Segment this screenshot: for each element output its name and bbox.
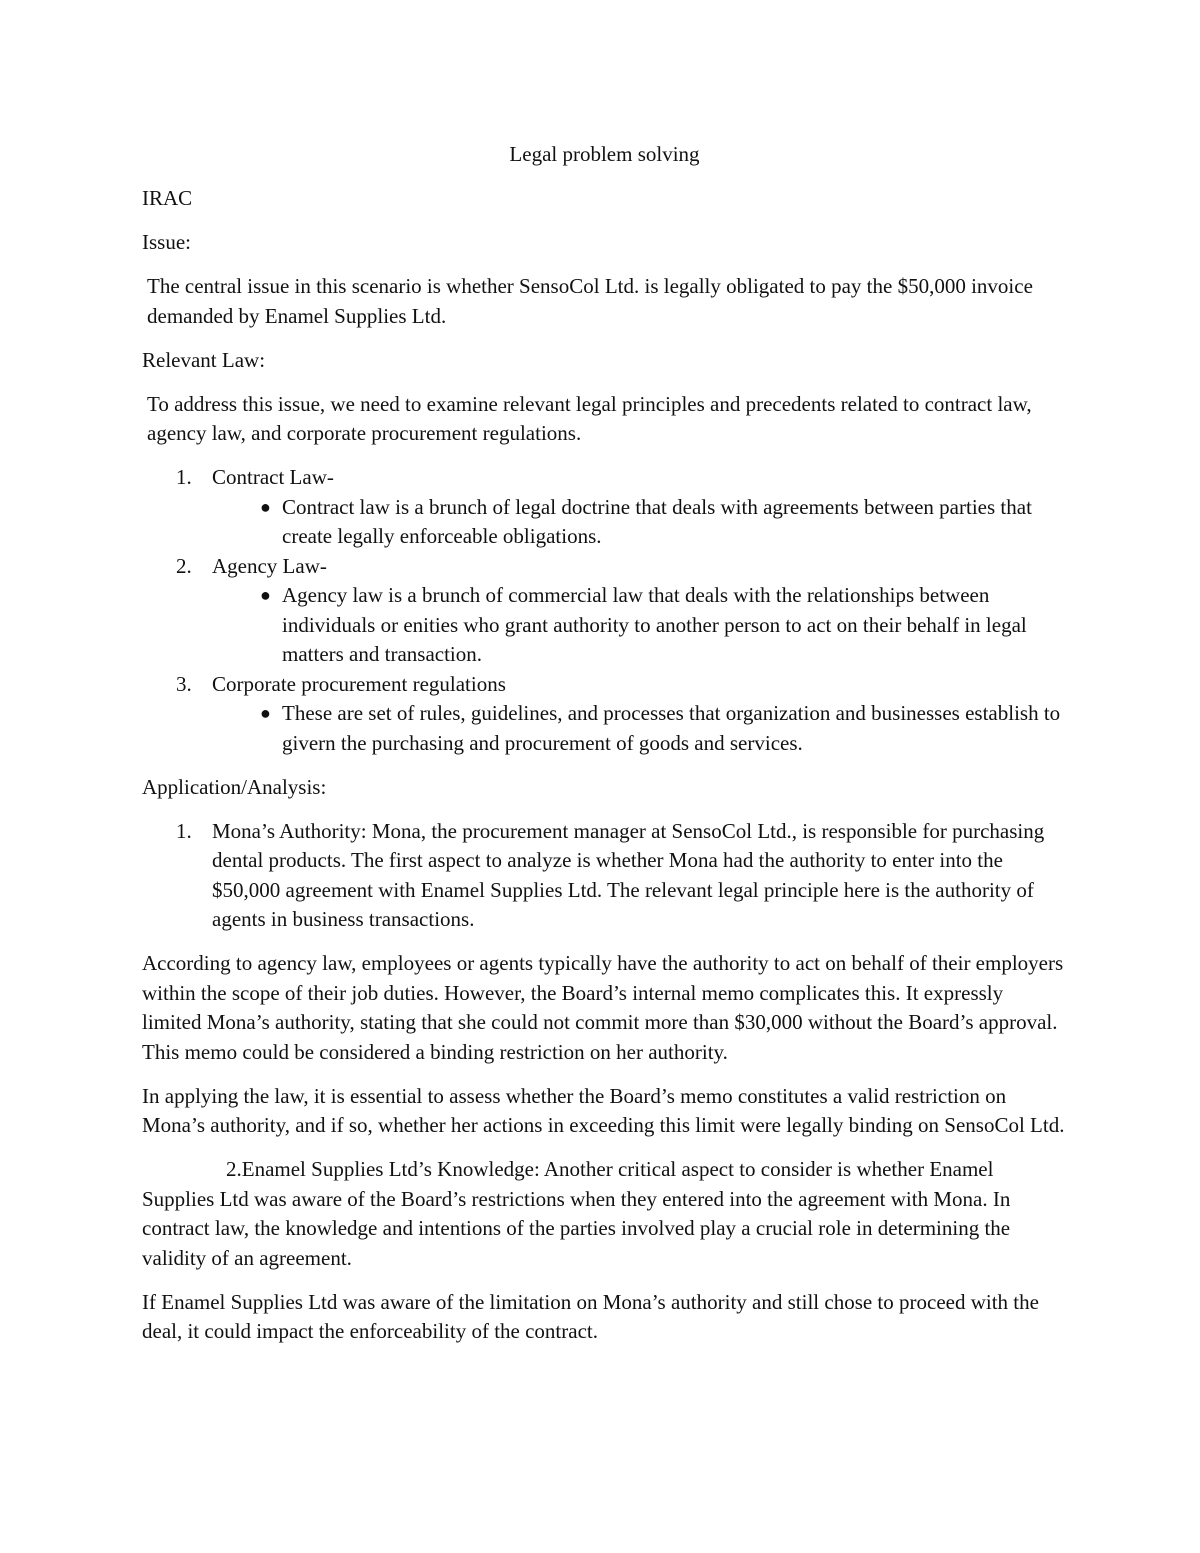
issue-paragraph: The central issue in this scenario is whether SensoCol Ltd. is legally obligated to pay the $50,000 invoice demanded by Enamel Supplies Ltd. [147,274,1033,328]
analysis-paragraph-applying: In applying the law, it is essential to assess whether the Board’s memo constitutes a valid restriction on Mona’s authority, and if so, whether her actions in exceeding this limit were legally binding on SensoCol Ltd. [142,1083,1065,1137]
analysis-paragraph-knowledge: 2.Enamel Supplies Ltd’s Knowledge: Another critical aspect to consider is whether Enamel Supplies Ltd was aware of the Board’s restrictions when they entered into the agreement with Mona. In contract law, the knowledge and intentions of the parties involved play a crucial role in determining the validity of an agreement. [142,1157,1011,1270]
list-number: 3. [176,671,192,696]
analysis-item-authority [142,817,1067,935]
bullet-icon: ● [260,496,271,517]
relevant-law-heading: Relevant Law: [142,347,266,372]
list-number: 2. [176,553,192,578]
law-item-procurement [142,670,1067,759]
law-item-label: Agency Law- [212,553,327,578]
analysis-list [142,817,1067,935]
bullet-list [212,581,1067,670]
bullet-icon: ● [260,585,271,605]
law-item-agency [142,552,1067,670]
analysis-paragraph-agency: According to agency law, employees or agents typically have the authority to act on behalf of their employers within the scope of their job duties. However, the Board’s internal memo complicates this. It expressly limited Mona’s authority, stating that she could not commit more than $30,000 without the Board’s approval. This memo could be considered a binding restriction on her authority. [142,951,1064,1064]
bullet-item [212,581,1067,670]
bullet-item [212,699,1067,758]
law-item-label: Contract Law- [212,465,334,489]
bullet-text: Contract law is a brunch of legal doctrine that deals with agreements between parties that create legally enforceable obligations. [282,494,1032,548]
list-number: 1. [176,818,192,843]
bullet-text: These are set of rules, guidelines, and processes that organization and businesses establish to givern the purchasing and procurement of goods and services. [282,701,1061,755]
bullet-item [212,493,1067,552]
issue-heading: Issue: [142,230,191,254]
analysis-item-text: Mona’s Authority: Mona, the procurement manager at SensoCol Ltd., is responsible for purchasing dental products. The first aspect to analyze is whether Mona had the authority to enter into the $50,000 agreement with Enamel Supplies Ltd. The relevant legal principle here is the authority of agents in business transactions. [212,818,1045,931]
relevant-law-list [142,463,1067,758]
bullet-icon: ● [260,703,271,723]
bullet-list [212,493,1067,552]
law-item-contract [142,463,1067,552]
document-page [142,140,1067,1361]
irac-heading: IRAC [142,186,193,210]
document-title: Legal problem solving [509,142,700,166]
analysis-heading: Application/Analysis: [142,774,327,799]
list-number: 1. [176,465,192,489]
analysis-paragraph-limitation: If Enamel Supplies Ltd was aware of the limitation on Mona’s authority and still chose to proceed with the deal, it could impact the enforceability of the contract. [142,1289,1039,1343]
relevant-law-intro: To address this issue, we need to examine relevant legal principles and precedents related to contract law, agency law, and corporate procurement regulations. [147,391,1032,445]
law-item-label: Corporate procurement regulations [212,671,506,696]
bullet-list [212,699,1067,758]
bullet-text: Agency law is a brunch of commercial law that deals with the relationships between individuals or enities who grant authority to another person to act on their behalf in legal matters and transaction. [282,583,1027,666]
